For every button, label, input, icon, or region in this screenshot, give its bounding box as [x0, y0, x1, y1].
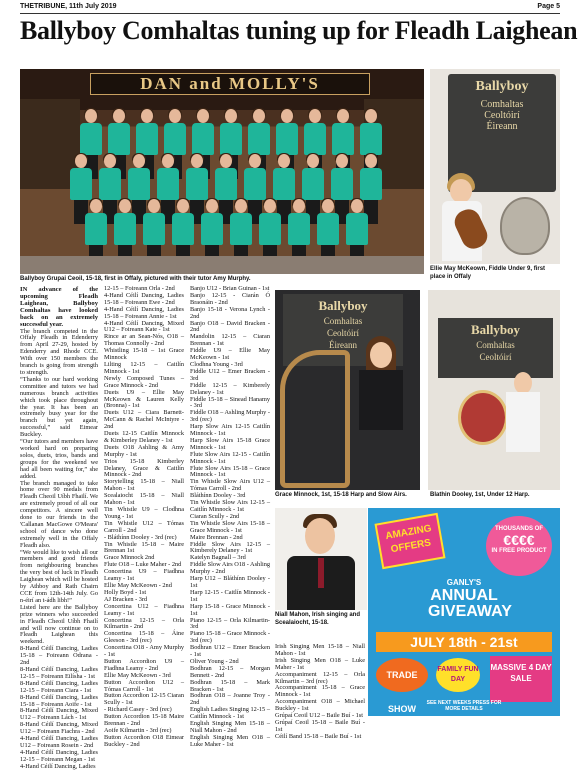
- article-paragraph: Duets 12-15 Caitlín Minnock & Kimberley Delaney - 1st: [104, 430, 184, 444]
- article-paragraph: Button Accordion 12-15 Ciaran Scully - 1st: [104, 692, 184, 707]
- blaithin-caption: Blathin Dooley, 1st, Under 12 Harp.: [430, 492, 530, 498]
- article-paragraph: Ciaran Scully - 2nd: [190, 512, 240, 520]
- article-paragraph: “Thanks to our hard working committee and tutors we had numerous branch activities which took place throughout the year. It has been an extremely busy year for the branch but yet again, successful,” said Eimear Buckley.: [20, 375, 98, 439]
- article-paragraph: 4-Hand Céilí Dancing, Mixed U12 – Foireann Kate - 1st: [104, 319, 184, 334]
- event-dates: JULY 18th - 21st: [376, 632, 552, 652]
- article-paragraph: Duets U12 – Ciara Barnett-McCann & Rachel McIntyre - 2nd: [104, 409, 184, 431]
- sign-line-4: Éireann: [486, 121, 518, 132]
- column-2-results: [104, 286, 184, 749]
- sign-line-2: Comhaltas: [323, 316, 363, 326]
- article-paragraph: 4-Hand Céilí Dancing, Ladies 12-15 – Foireann Megan - 1st: [20, 748, 98, 763]
- article-paragraph: Banjo O18 – David Bracken - 2nd: [190, 319, 270, 334]
- article-paragraph: - Bláthínn Dooley - 3rd (rec): [104, 533, 177, 541]
- article-paragraph: 8-Hand Céilí Dancing, Ladies 15-18 – Foireann Odrana - 2nd: [20, 645, 98, 667]
- article-paragraph: Tin Whistle Slow Airs 15-18 – Grace Minnock - 1st: [190, 519, 270, 534]
- sign-title: Ballyboy: [475, 79, 529, 94]
- article-paragraph: Trios 15-18 Kimberley Delaney, Grace & Caitlín Minnock - 2nd: [104, 457, 184, 479]
- article-paragraph: Fiddle U9 – Ellie May McKeown - 1st: [190, 347, 270, 362]
- article-paragraph: Button Accordion U12 – Tómas Carroll - 1st: [104, 678, 184, 693]
- article-paragraph: Accompaniment 12-15 – Orla Kilmartin – 3rd (rec): [275, 670, 365, 685]
- page-number: Page 5: [537, 3, 560, 10]
- article-paragraph: Fiddle Slow Airs O18 - Ashling Murphy - 2nd: [190, 561, 270, 576]
- sign-line-3: Ceoltóirí: [327, 328, 359, 338]
- article-paragraph: 4-Hand Céilí Dancing, Ladies 15-18 – Foireann Ewe - 2nd: [104, 291, 184, 306]
- article-paragraph: Duets O18 Ashling & Amy Murphy - 1st: [104, 443, 184, 458]
- article-paragraph: Banjo U12 - Brian Guinan - 1st: [190, 285, 270, 292]
- grace-photo: [275, 290, 420, 490]
- article-paragraph: Flute Slow Airs 15-18 – Grace Minnock - 1st: [190, 464, 270, 479]
- trophy-shield: [458, 390, 508, 445]
- column-4-results: [275, 644, 365, 741]
- article-paragraph: Concertina 12-15 – Orla Kilmartin - 2nd: [104, 616, 184, 631]
- article-paragraph: Tin Whistle Slow Airs 12-15 – Caitlín Minnock - 1st: [190, 499, 270, 513]
- article-paragraph: Harp U12 – Bláthínn Dooley - 1st: [190, 575, 270, 589]
- massive-sale-badge: MASSIVE 4 DAY SALE: [490, 656, 552, 702]
- article-paragraph: Harp 12-15 - Caitlín Minnock - 1st: [190, 588, 270, 603]
- article-paragraph: Concertina U12 – Fiadhna Leamy - 1st: [104, 602, 184, 617]
- article-paragraph: Fiddle Slow Airs 12-15 – Kimberely Delaney - 1st: [190, 540, 270, 555]
- free-product-badge: [486, 516, 552, 576]
- article-paragraph: Katelyn Bagnall – 3rd: [190, 554, 246, 562]
- article-paragraph: Concertina U9 – Fiadhna Leamy - 1st: [104, 568, 184, 583]
- article-paragraph: Concertina 15-18 – Áine Gleeson - 3rd (rec): [104, 630, 184, 645]
- ganlys-advert[interactable]: [368, 508, 560, 716]
- article-paragraph: Harp Slow Airs 12-15 Caitlín Minnock - 1st: [190, 423, 270, 438]
- article-paragraph: 8-Hand Céilí Dancing, Ladies 15-18 – Foireann Aoife - 1st: [20, 693, 98, 708]
- article-paragraph: Grúpaí Ceoil U12 – Baile Buí - 1st: [275, 712, 363, 720]
- article-paragraph: AJ Bracken - 3rd: [104, 595, 148, 603]
- article-paragraph: Fiddle 15-18 – Sinead Hanamy - 3rd: [190, 395, 270, 410]
- article-paragraph: English Ladies Singing 12-15 – Caitlín Minnock - 1st: [190, 706, 270, 721]
- article-paragraph: Ellie May McKeown - 2nd: [104, 581, 172, 589]
- article-paragraph: Bodhran 15-18 – Mark Bracken - 1st: [190, 678, 270, 693]
- annual-giveaway: [428, 587, 512, 620]
- annual-text: ANNUAL: [430, 587, 498, 604]
- niall-caption: Niall Mahon, Irish singing and Scealaiocht, 15-18.: [275, 612, 361, 626]
- thousands-top: THOUSANDS OF: [495, 526, 543, 532]
- article-paragraph: The branch managed to take home over 90 medals from Fleadh Cheoil Uíbh Fhailí. We are extremely proud of all our competitors. A sincere well done to our friends in the 'Callanan MacGowe O'Meara' school of dance who done extremely well in the Offaly Fleadh also.: [20, 479, 98, 549]
- article-paragraph: Holly Boyd - 1st: [104, 588, 147, 596]
- article-paragraph: Bodhran O18 – Joanne Troy - 2nd: [190, 692, 270, 707]
- article-paragraph: Newly Composed Tunes – Grace Minnock - 2nd: [104, 374, 184, 389]
- article-paragraph: Bodhran U12 – Emer Bracken - 1st: [190, 644, 270, 659]
- article-paragraph: Céilí Band 15-18 – Baile Buí - 1st: [275, 732, 362, 740]
- article-paragraph: Maire Brennan - 2nd: [190, 533, 243, 541]
- ganlys-logo: GANLY'S: [446, 578, 482, 587]
- article-paragraph: Clodhna Young - 3rd: [190, 360, 243, 368]
- article-paragraph: Ellie May McKeown - 3rd: [104, 671, 171, 679]
- main-photo-caption: Ballyboy Grupai Ceoil, 15-18, first in Offaly, pictured with their tutor Amy Murphy.: [20, 276, 251, 282]
- pavement: [20, 256, 424, 274]
- blaithin-photo: [428, 290, 560, 490]
- article-paragraph: 8-Hand Céilí Dancing, Ladies 12-15 – Foireann Ciara - 1st: [20, 679, 98, 694]
- boy-head: [305, 518, 335, 554]
- article-paragraph: Tin Whistle 15-18 – Maire Brennan 1st: [104, 540, 184, 555]
- article-paragraph: Button Accordion O18 Eimear Buckley - 2nd: [104, 733, 184, 748]
- grace-caption: Grace Minnock, 1st, 15-18 Harp and Slow Airs.: [275, 492, 407, 498]
- article-paragraph: “Our tutors and members have worked hard on preparing solos, duets, trios, bands and groups for the weekend we had all been waiting for,” she added.: [20, 438, 98, 480]
- sign-title: Ballyboy: [318, 298, 368, 313]
- group-of-musicians: [60, 109, 390, 269]
- column-1-paragraphs: [20, 329, 98, 771]
- article-paragraph: 4-Hand Céilí Dancing, Ladies: [20, 762, 96, 770]
- article-paragraph: 4-Hand Céilí Dancing, Ladies U12 – Foireann Rosein - 2nd: [20, 735, 98, 749]
- article-paragraph: Listed here are the Ballyboy prize winners who succeeded in Fleadh Cheoil Uíbh Fhailí and will now continue on to Fleadh Laighean this weekend.: [20, 603, 98, 646]
- article-column-1: [20, 286, 98, 770]
- article-paragraph: Fiddle U12 – Emer Bracken - 3rd: [190, 367, 270, 382]
- article-paragraph: Duets U9 – Ellie May McKeown & Lauren Kelly (Bronna) - 1st: [104, 388, 184, 410]
- article-column-3: [190, 285, 270, 748]
- article-paragraph: Piano 15-18 – Grace Minnock - 3rd (rec): [190, 630, 270, 645]
- article-paragraph: The branch competed in the Offaly Fleadh in Edenderry from April 27-29, hosted by Edenderry and Rhode CCE. With over 150 members the branch is going from strength to strength.: [20, 327, 98, 376]
- article-paragraph: English Singing Men O18 – Luke Maher - 1st: [190, 733, 270, 748]
- article-paragraph: Flute O18 – Luke Maher - 2nd: [104, 561, 182, 569]
- article-paragraph: Accompaniment 15-18 – Grace Minnock - 1st: [275, 684, 365, 699]
- article-paragraph: 12-15 – Foireann Orla - 2nd: [104, 285, 175, 292]
- niall-photo: [275, 508, 367, 610]
- sign-line-3: Ceoltóirí: [479, 352, 512, 362]
- column-3-results: [190, 286, 270, 749]
- article-paragraph: Aoife Kilmartin - 3rd (rec): [104, 727, 172, 734]
- advert-footer: SEE NEXT WEEKS PRESS FOR MORE DETAILS: [426, 700, 502, 712]
- article-paragraph: Bodhran 12-15 – Morgan Bennett - 2nd: [190, 664, 270, 679]
- harp-icon: [280, 350, 350, 488]
- article-paragraph: Tin Whistle Slow Airs U12 – Tómas Carroll - 2nd: [190, 478, 270, 493]
- sign-line-2: Comhaltas: [480, 99, 524, 110]
- amazing-offers-badge: AMAZING OFFERS: [374, 513, 445, 569]
- article-paragraph: Button Accordion U9 – Fiadhna Leamy - 2nd: [104, 657, 184, 672]
- article-paragraph: Grúpaí Ceoil 15-18 – Baile Buí - 1st: [275, 718, 365, 733]
- girl-head: [370, 342, 392, 368]
- article-paragraph: Banjo 15-18 - Verona Lynch - 2nd: [190, 305, 270, 320]
- ellie-photo: [430, 69, 560, 264]
- article-intro: IN advance of the upcoming Fleadh Laighean, Ballyboy Comhaltas have looked back on an extremely successful year.: [20, 286, 98, 329]
- article-paragraph: Piano 12-15 – Orla Kilmartin- 3rd: [190, 616, 270, 631]
- trade-show-badge: TRADE SHOW: [376, 658, 428, 692]
- article-paragraph: Concertina O18 - Amy Murphy - 1st: [104, 644, 184, 659]
- article-paragraph: Mandolin 12-15 – Ciaran Brennan - 1st: [190, 333, 270, 348]
- pub-sign: DAN and MOLLY'S: [90, 73, 370, 95]
- article-column-4: [275, 643, 365, 740]
- trophy-shield: [500, 197, 550, 255]
- article-paragraph: Tin Whistle U12 – Tómas Carroll - 2nd: [104, 519, 184, 534]
- girl-head: [450, 179, 472, 203]
- article-paragraph: Irish Singing Men O18 – Luke Maher - 1st: [275, 656, 365, 671]
- article-paragraph: 4-Hand Céilí Dancing, Ladies 15-18 – Foireann Annie - 1st: [104, 305, 184, 320]
- article-paragraph: Whistling 15-18 – 1st Grace Minnock: [104, 347, 184, 362]
- article-paragraph: Flute Slow Airs 12-15 - Caitlín Minnock - 1st: [190, 450, 270, 465]
- article-column-2: [104, 285, 184, 748]
- article-paragraph: Tin Whistle U9 – Clodhna Young - 1st: [104, 506, 184, 520]
- family-fun-day-badge: FAMILY FUN DAY: [436, 658, 480, 692]
- article-paragraph: Oliver Young - 2nd: [190, 657, 239, 665]
- article-paragraph: Grace Minnock 2nd: [104, 554, 155, 562]
- article-paragraph: Button Accordion 15-18 Maire Brennan - 2nd: [104, 713, 184, 728]
- thousands-amount: €€€€: [503, 532, 535, 548]
- masthead-rule: [20, 13, 560, 14]
- article-paragraph: 8-Hand Céilí Dancing, Mixed U12 – Foireann Fiachra - 2nd: [20, 721, 98, 736]
- article-paragraph: Bláthínn Dooley - 3rd: [190, 492, 246, 500]
- article-paragraph: Accompaniment O18 – Michael Buckley - 1st: [275, 698, 365, 713]
- article-paragraph: Harp 15-18 - Grace Minnock - 1st: [190, 602, 270, 617]
- girl-head: [514, 372, 532, 394]
- branch-sign: [438, 318, 553, 378]
- article-paragraph: 8-Hand Céilí Dancing, Ladies 12-15 – Foireann Eilísha - 1st: [20, 665, 98, 680]
- article-paragraph: Fiddle O18 – Ashling Murphy - 3rd (rec): [190, 409, 270, 424]
- giveaway-text: GIVEAWAY: [428, 603, 512, 620]
- girl-body: [506, 392, 540, 452]
- ellie-caption: Ellie May McKeown, Fiddle Under 9, first place in Offaly: [430, 266, 546, 280]
- article-paragraph: Storytelling 15-18 – Niall Mahon - 1st: [104, 478, 184, 493]
- article-paragraph: Rince ar an Sean-Nós, O18 – Thomas Connolly - 2nd: [104, 333, 184, 348]
- tie: [318, 558, 324, 588]
- article-paragraph: Harp Slow Airs 15-18 Grace Minnock - 1st: [190, 436, 270, 451]
- sign-line-4: Éireann: [329, 340, 357, 350]
- headline: Ballyboy Comhaltas tuning up for Fleadh Laighean: [20, 16, 578, 45]
- article-paragraph: Banjo 12-15 - Ciarán Ó Braonáin - 2nd: [190, 291, 270, 306]
- article-paragraph: Scealaiocht 15-18 – Niall Mahon - 1st: [104, 492, 184, 507]
- main-photo: [20, 69, 424, 274]
- article-paragraph: Fiddle 12-15 – Kimberely Delaney - 1st: [190, 381, 270, 396]
- paper-date: THETRIBUNE, 11th July 2019: [20, 3, 117, 10]
- masthead: [20, 3, 560, 13]
- article-paragraph: Irish Singing Men 15-18 – Niall Mahon - 1st: [275, 643, 365, 657]
- sign-line-2: Comhaltas: [476, 340, 515, 350]
- article-paragraph: English Singing Men 15-18 – Niall Mahon - 2nd: [190, 720, 270, 734]
- article-paragraph: - Richard Casey - 3rd (rec): [104, 706, 172, 714]
- sign-line-3: Ceoltóirí: [484, 110, 520, 121]
- girl-body: [359, 370, 403, 430]
- article-paragraph: “We would like to wish all our members and good friends from neighbouring branches the very best of luck in Fleadh Laighean which will be hosted by Athboy and Rath Chairn CCE from 12th-14th July. Go n-éirí an t-ádh libh!”: [20, 548, 98, 604]
- article-paragraph: 8-Hand Céilí Dancing, Mixed U12 – Foireann Lách - 1st: [20, 707, 98, 722]
- sign-title: Ballyboy: [470, 322, 521, 337]
- thousands-bottom: IN FREE PRODUCT: [491, 548, 547, 554]
- article-paragraph: Lilting 12-15 – Caitlín Minnock - 1st: [104, 360, 184, 375]
